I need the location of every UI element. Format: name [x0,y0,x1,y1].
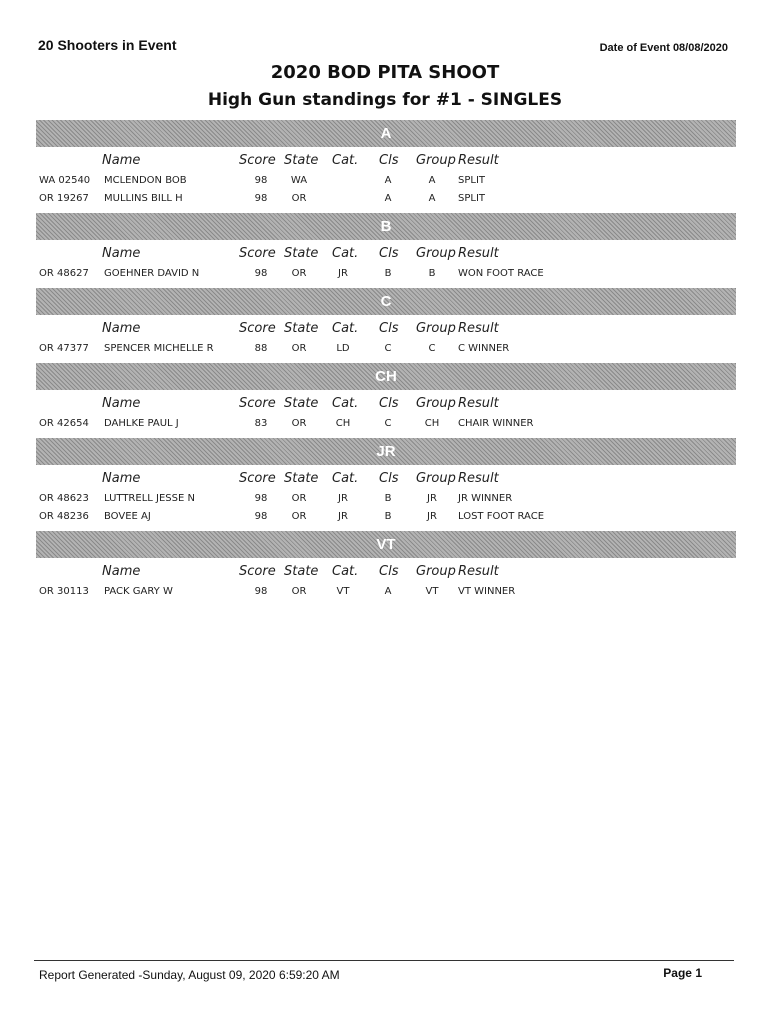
cell-result: CHAIR WINNER [458,418,534,429]
cell-name: SPENCER MICHELLE R [104,343,214,354]
column-header-result: Result [458,471,499,486]
column-header-name: Name [102,396,141,411]
section-band: A [36,120,736,147]
table-row [36,509,736,527]
cell-result: C WINNER [458,343,510,354]
cell-score: 98 [254,175,268,186]
cell-group: C [428,343,436,354]
column-header-score: Score [239,471,276,486]
cell-state: OR [291,511,307,522]
section-band: JR [36,438,736,465]
shooters-count: 20 Shooters in Event [38,37,177,53]
cell-cls: C [384,418,392,429]
cell-id: OR 47377 [39,343,89,354]
column-header-state: State [284,321,319,336]
cell-result: SPLIT [458,193,486,204]
cell-cls: B [384,268,392,279]
cell-score: 98 [254,511,268,522]
cell-state: OR [291,268,307,279]
cell-id: OR 48627 [39,268,89,279]
cell-state: OR [291,343,307,354]
section-a [36,120,736,209]
column-header-score: Score [239,396,276,411]
cell-group: B [428,268,436,279]
column-header-row [36,240,736,266]
section-band: CH [36,363,736,390]
column-header-result: Result [458,396,499,411]
cell-result: SPLIT [458,175,486,186]
page-number: Page 1 [663,966,702,980]
cell-name: LUTTRELL JESSE N [104,493,195,504]
cell-group: VT [425,586,439,597]
section-c [36,288,736,359]
cell-result: LOST FOOT RACE [458,511,545,522]
section-vt [36,531,736,602]
column-header-name: Name [102,471,141,486]
cell-score: 98 [254,586,268,597]
cell-score: 98 [254,268,268,279]
cell-name: DAHLKE PAUL J [104,418,179,429]
cell-cls: C [384,343,392,354]
cell-name: GOEHNER DAVID N [104,268,200,279]
column-header-cat: Cat. [332,246,359,261]
column-header-name: Name [102,153,141,168]
cell-group: A [428,193,436,204]
cell-cls: A [384,175,392,186]
cell-state: OR [291,493,307,504]
report-title: 2020 BOD PITA SHOOT [270,62,500,83]
cell-score: 98 [254,193,268,204]
cell-cls: A [384,193,392,204]
standings-sections [36,120,736,606]
cell-id: OR 19267 [39,193,89,204]
column-header-name: Name [102,321,141,336]
table-row [36,491,736,509]
column-header-name: Name [102,246,141,261]
column-header-score: Score [239,246,276,261]
cell-cat: VT [336,586,350,597]
column-header-cls: Cls [379,396,399,411]
event-date: Date of Event 08/08/2020 [599,42,728,54]
column-header-cls: Cls [379,246,399,261]
cell-score: 83 [254,418,268,429]
cell-id: OR 30113 [39,586,89,597]
column-header-score: Score [239,564,276,579]
column-header-cls: Cls [379,564,399,579]
column-header-cat: Cat. [332,321,359,336]
cell-group: A [428,175,436,186]
section-band: VT [36,531,736,558]
column-header-score: Score [239,321,276,336]
column-header-state: State [284,246,319,261]
cell-name: BOVEE AJ [104,511,151,522]
column-header-row [36,465,736,491]
column-header-state: State [284,564,319,579]
cell-cat: CH [335,418,351,429]
cell-score: 88 [254,343,268,354]
column-header-cat: Cat. [332,153,359,168]
column-header-group: Group [416,564,456,579]
cell-id: OR 42654 [39,418,89,429]
column-header-result: Result [458,246,499,261]
column-header-group: Group [416,246,456,261]
table-row [36,191,736,209]
column-header-result: Result [458,564,499,579]
table-row [36,341,736,359]
section-band: B [36,213,736,240]
column-header-result: Result [458,153,499,168]
column-header-cat: Cat. [332,396,359,411]
cell-id: OR 48623 [39,493,89,504]
column-header-cls: Cls [379,471,399,486]
column-header-group: Group [416,471,456,486]
section-ch [36,363,736,434]
column-header-group: Group [416,153,456,168]
column-header-group: Group [416,396,456,411]
cell-state: OR [291,418,307,429]
cell-cls: B [384,493,392,504]
report-subtitle: High Gun standings for #1 - SINGLES [207,90,563,110]
cell-result: JR WINNER [458,493,513,504]
section-band: C [36,288,736,315]
report-generated: Report Generated -Sunday, August 09, 2020 6:59:20 AM [39,968,340,982]
cell-id: WA 02540 [39,175,91,186]
cell-name: MULLINS BILL H [104,193,183,204]
column-header-row [36,390,736,416]
column-header-cls: Cls [379,321,399,336]
footer-divider [34,960,734,961]
table-row [36,173,736,191]
cell-cls: B [384,511,392,522]
table-row [36,266,736,284]
column-header-cls: Cls [379,153,399,168]
cell-cat: LD [336,343,350,354]
cell-cls: A [384,586,392,597]
column-header-row [36,315,736,341]
column-header-group: Group [416,321,456,336]
cell-name: MCLENDON BOB [104,175,187,186]
cell-group: CH [424,418,440,429]
cell-group: JR [427,511,437,522]
section-jr [36,438,736,527]
column-header-row [36,558,736,584]
cell-result: VT WINNER [458,586,516,597]
cell-group: JR [427,493,437,504]
table-row [36,584,736,602]
section-b [36,213,736,284]
cell-name: PACK GARY W [104,586,173,597]
cell-cat: JR [338,511,348,522]
column-header-score: Score [239,153,276,168]
cell-state: OR [291,193,307,204]
column-header-cat: Cat. [332,564,359,579]
column-header-row [36,147,736,173]
cell-result: WON FOOT RACE [458,268,544,279]
column-header-state: State [284,396,319,411]
cell-state: OR [291,586,307,597]
column-header-state: State [284,153,319,168]
column-header-name: Name [102,564,141,579]
cell-state: WA [290,175,308,186]
table-row [36,416,736,434]
column-header-cat: Cat. [332,471,359,486]
cell-score: 98 [254,493,268,504]
column-header-state: State [284,471,319,486]
cell-cat: JR [338,268,348,279]
column-header-result: Result [458,321,499,336]
cell-cat: JR [338,493,348,504]
cell-id: OR 48236 [39,511,89,522]
